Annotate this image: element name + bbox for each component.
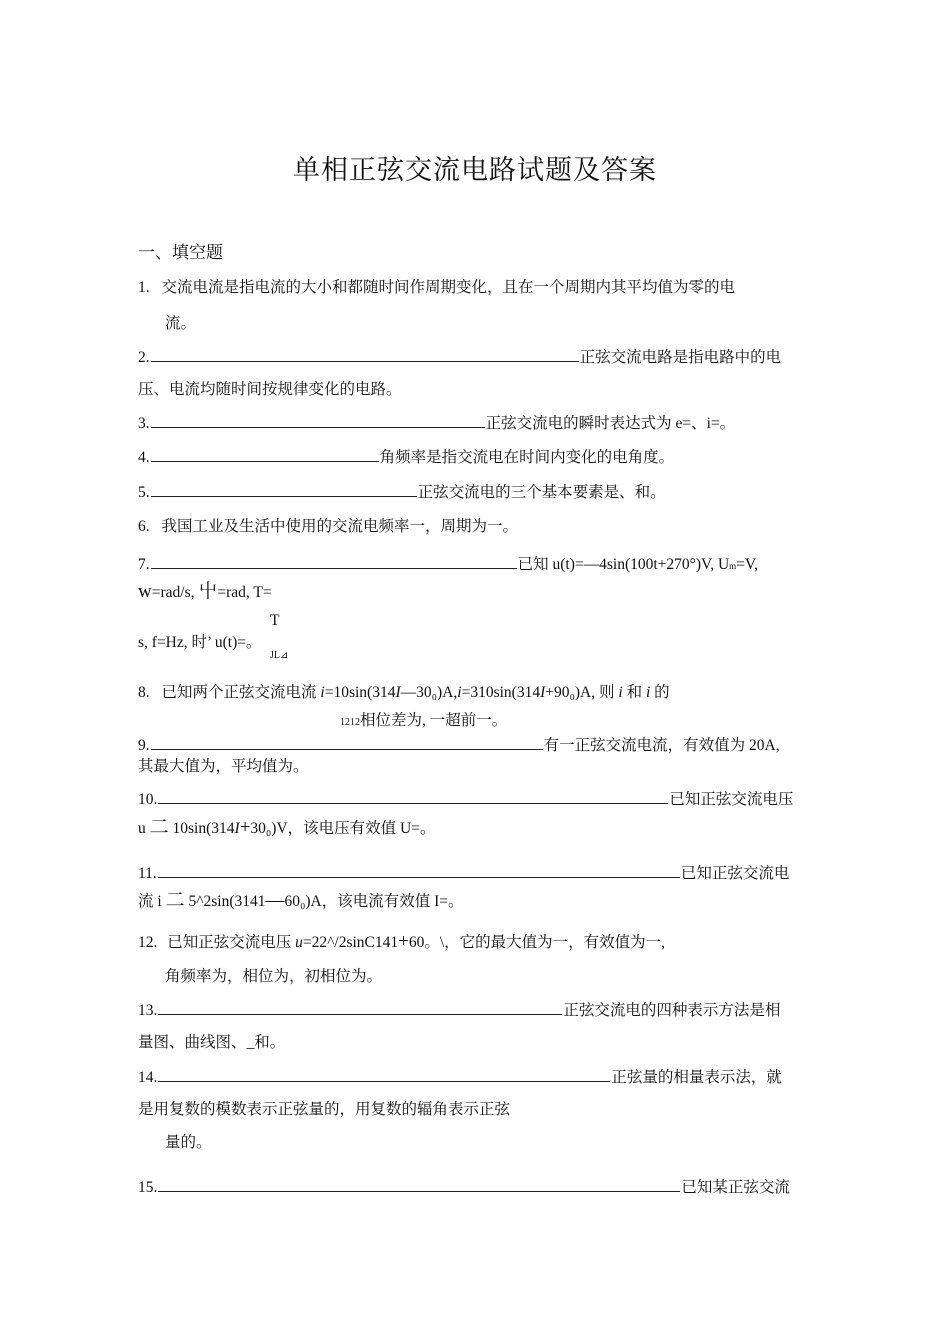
question-8: 8. 已知两个正弦交流电流 i=10sin(314I—30₀)A,i=310sin(314I+90₀)A, 则 i 和 i 的 xyxy=(138,684,670,701)
question-8-line2: 1212相位差为, 一超前一。 xyxy=(340,712,508,729)
question-7-T: T xyxy=(270,612,280,629)
question-text: 角频率是指交流电在时间内变化的电角度。 xyxy=(379,449,675,466)
question-2 xyxy=(138,345,781,367)
question-11-cont: 流 i 二 5^2sin(3141—60₀)A，该电流有效值 I=。 xyxy=(138,890,464,911)
answer-blank[interactable] xyxy=(151,413,485,428)
question-text: 我国工业及生活中使用的交流电频率一，周期为一。 xyxy=(161,518,519,535)
question-number: 7. xyxy=(138,556,150,573)
answer-blank[interactable] xyxy=(151,554,517,569)
question-number: 5. xyxy=(138,484,150,501)
section-heading: 一、填空题 xyxy=(138,243,223,262)
question-9-cont: 其最大值为，平均值为。 xyxy=(138,758,309,775)
question-7-line3: s, f=Hz, 时’ u(t)=。 xyxy=(138,634,262,651)
question-text: 已知某正弦交流 xyxy=(681,1179,790,1196)
question-6 xyxy=(138,514,518,536)
question-number: 15. xyxy=(138,1179,158,1196)
question-number: 11. xyxy=(138,865,157,882)
question-text: 已知 u(t)=—4sin(100t+270°)V, U xyxy=(517,556,730,573)
question-2-cont: 压、电流均随时间按规律变化的电路。 xyxy=(138,381,402,398)
question-text: 已知正弦交流电 xyxy=(680,865,790,882)
answer-blank[interactable] xyxy=(151,735,543,750)
question-number: 13. xyxy=(138,1002,158,1019)
question-text: 正弦交流电的四种表示方法是相 xyxy=(563,1002,781,1019)
question-number: 2. xyxy=(138,349,150,366)
question-14 xyxy=(138,1065,782,1087)
question-text: 已知正弦交流电压 xyxy=(669,791,794,808)
answer-blank[interactable] xyxy=(151,482,417,497)
question-10-cont: u 二 10sin(314I+30₀)V，该电压有效值 U=。 xyxy=(138,817,436,838)
question-text: 有一正弦交流电流，有效值为 20A, xyxy=(543,737,780,754)
question-5 xyxy=(138,480,666,502)
answer-blank[interactable] xyxy=(151,347,579,362)
question-15 xyxy=(138,1175,790,1197)
question-9 xyxy=(138,733,780,755)
question-1 xyxy=(138,275,735,297)
question-7-line2: w=rad/s, 屮=rad, T= xyxy=(138,581,272,602)
answer-blank[interactable] xyxy=(158,1067,610,1082)
question-13 xyxy=(138,998,780,1020)
question-7: 7. 已知 u(t)=—4sin(100t+270°)V, Um=V, xyxy=(138,556,758,573)
answer-blank[interactable] xyxy=(158,863,680,878)
question-10 xyxy=(138,787,793,809)
question-text: 正弦交流电路是指电路中的电 xyxy=(579,349,782,366)
question-4 xyxy=(138,445,674,467)
question-number: 6. xyxy=(138,518,150,535)
question-14-cont: 是用复数的模数表示正弦量的，用复数的辐角表示正弦 xyxy=(138,1101,511,1118)
question-3 xyxy=(138,411,735,433)
answer-blank[interactable] xyxy=(158,789,668,804)
question-number: 10. xyxy=(138,791,158,808)
question-13-cont: 量图、曲线图、_和。 xyxy=(138,1034,286,1051)
question-number: 4. xyxy=(138,449,150,466)
question-12: 12. 已知正弦交流电压 u=22^/2sinC141+60。\，它的最大值为一，有效值为一, xyxy=(138,931,666,952)
question-12-cont: 角频率为，相位为，初相位为。 xyxy=(165,968,383,985)
question-text: 正弦量的相量表示法，就 xyxy=(611,1069,782,1086)
question-text: 交流电流是指电流的大小和都随时间作周期变化，且在一个周期内其平均值为零的电 xyxy=(161,279,736,296)
answer-blank[interactable] xyxy=(158,1177,680,1192)
question-14-cont2: 量的。 xyxy=(165,1134,212,1151)
answer-blank[interactable] xyxy=(151,447,379,462)
question-number: 8. xyxy=(138,684,150,701)
question-1-cont: 流。 xyxy=(165,315,197,332)
page-title: 单相正弦交流电路试题及答案 xyxy=(293,155,657,185)
question-number: 12. xyxy=(138,934,158,951)
question-number: 9. xyxy=(138,737,150,754)
question-text: 正弦交流电的瞬时表达式为 e=、i=。 xyxy=(485,415,736,432)
question-7-note: JL⊿ xyxy=(270,650,289,661)
question-number: 3. xyxy=(138,415,150,432)
question-number: 14. xyxy=(138,1069,158,1086)
question-number: 1. xyxy=(138,279,150,296)
answer-blank[interactable] xyxy=(158,1000,562,1015)
question-11 xyxy=(138,861,789,883)
question-text: 正弦交流电的三个基本要素是、和。 xyxy=(417,484,666,501)
